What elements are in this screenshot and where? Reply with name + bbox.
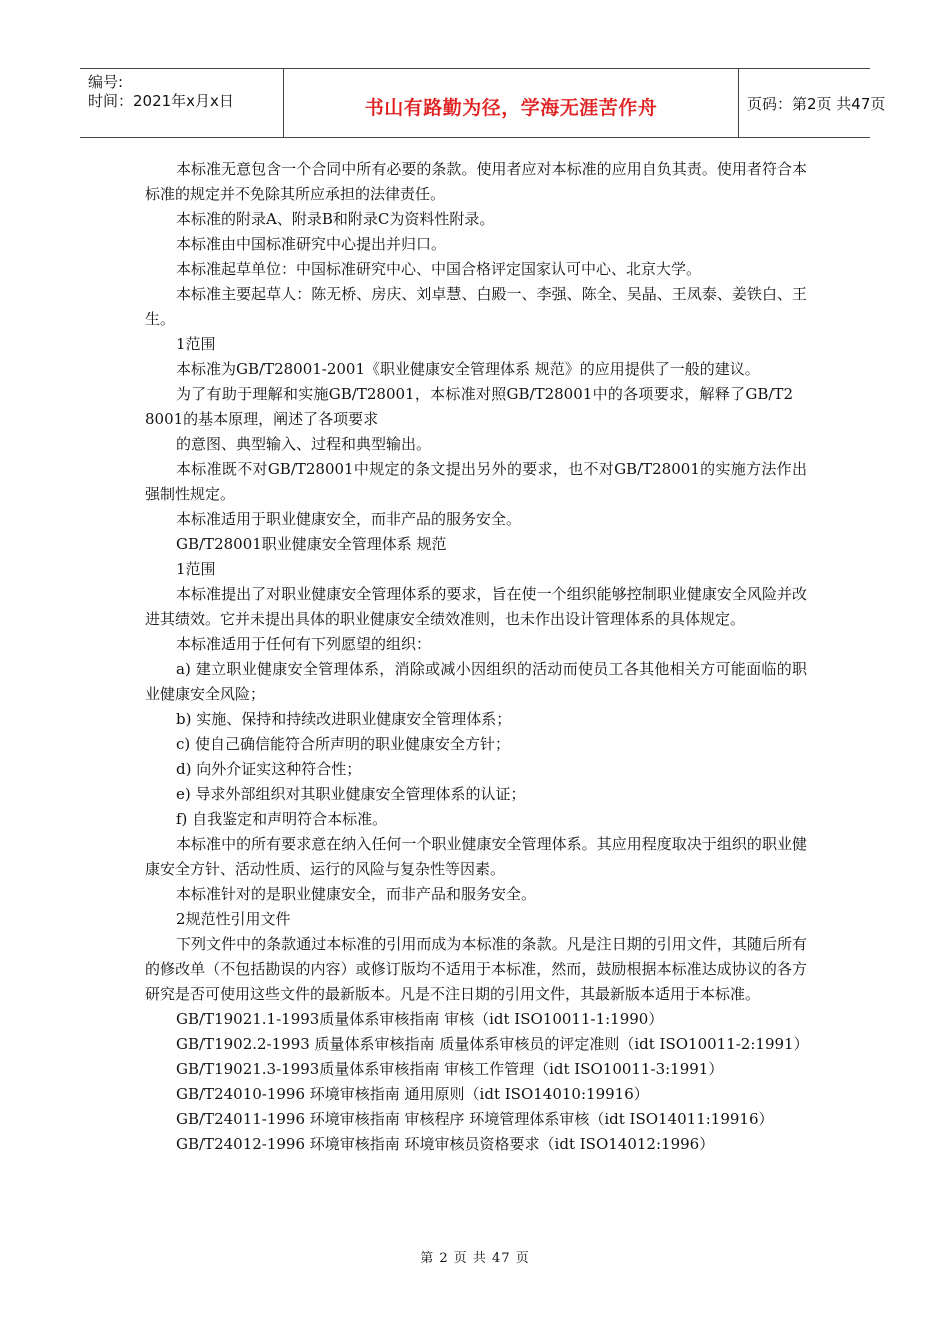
paragraph-drafters: 本标准主要起草人：陈无桥、房庆、刘卓慧、白殿一、李强、陈全、吴晶、王凤泰、姜铁白、王生。	[145, 285, 807, 328]
paragraph-scope-1: 本标准为GB/T28001-2001《职业健康安全管理体系 规范》的应用提供了一般的建议。	[176, 360, 760, 378]
header-motto: 书山有路勤为径，学海无涯苦作舟	[364, 97, 658, 119]
paragraph-scope-3: 的意图、典型输入、过程和典型输出。	[176, 435, 432, 453]
paragraph-scope-5: 本标准适用于职业健康安全，而非产品的服务安全。	[176, 510, 522, 528]
paragraph-requirements: 本标准提出了对职业健康安全管理体系的要求，旨在使一个组织能够控制职业健康安全风险并改进其绩效。它并未提出具体的职业健康安全绩效准则，也未作出设计管理体系的具体规定。	[145, 585, 807, 628]
header-page-info: 页码：第2页 共47页	[747, 95, 886, 113]
reference-item: GB/T19021.3-1993质量体系审核指南 审核工作管理（idt ISO10011-3:1991）	[176, 1060, 724, 1078]
list-item-e: e) 导求外部组织对其职业健康安全管理体系的认证；	[176, 785, 526, 803]
document-number-label: 编号:	[88, 73, 124, 91]
page-footer: 第 2 页 共 47 页	[420, 1251, 530, 1266]
paragraph-drafting-units: 本标准起草单位：中国标准研究中心、中国合格评定国家认可中心、北京大学。	[176, 260, 702, 278]
paragraph-appendix: 本标准的附录A、附录B和附录C为资料性附录。	[176, 210, 495, 228]
reference-item: GB/T24010-1996 环境审核指南 通用原则（idt ISO14010:19916）	[176, 1085, 649, 1103]
header-motto-cell	[283, 69, 739, 137]
page-header	[80, 68, 886, 138]
reference-item: GB/T19021.1-1993质量体系审核指南 审核（idt ISO10011-1:1990）	[176, 1010, 664, 1028]
paragraph-requirements-scope: 本标准中的所有要求意在纳入任何一个职业健康安全管理体系。其应用程度取决于组织的职业健康安全方针、活动性质、运行的风险与复杂性等因素。	[145, 835, 807, 878]
paragraph-scope-4: 本标准既不对GB/T28001中规定的条文提出另外的要求，也不对GB/T28001的实施方法作出强制性规定。	[145, 460, 807, 503]
standard-title: GB/T28001职业健康安全管理体系 规范	[176, 535, 447, 553]
reference-item: GB/T24011-1996 环境审核指南 审核程序 环境管理体系审核（idt ISO14011:19916）	[176, 1110, 774, 1128]
reference-item: GB/T1902.2-1993 质量体系审核指南 质量体系审核员的评定准则（idt ISO10011-2:1991）	[176, 1035, 809, 1053]
document-body	[145, 157, 807, 1157]
header-left-cell	[80, 69, 283, 137]
list-item-f: f) 自我鉴定和声明符合本标准。	[176, 810, 388, 828]
paragraph-references-intro: 下列文件中的条款通过本标准的引用而成为本标准的条款。凡是注日期的引用文件，其随后所有的修改单（不包括勘误的内容）或修订版均不适用于本标准，然而，鼓励根据本标准达成协议的各方研究是否可使用这些文件的最新版本。凡是不注日期的引用文件，其最新版本适用于本标准。	[145, 935, 807, 1003]
reference-item: GB/T24012-1996 环境审核指南 环境审核员资格要求（idt ISO14012:1996）	[176, 1135, 715, 1153]
paragraph-disclaimer: 本标准无意包含一个合同中所有必要的条款。使用者应对本标准的应用自负其责。使用者符合本标准的规定并不免除其所应承担的法律责任。	[145, 160, 807, 203]
section-heading-normative-references: 2规范性引用文件	[176, 910, 291, 928]
list-item-b: b) 实施、保持和持续改进职业健康安全管理体系；	[176, 710, 512, 728]
paragraph-applicability: 本标准适用于任何有下列愿望的组织：	[176, 635, 432, 653]
header-page-cell	[737, 69, 886, 137]
paragraph-proposer: 本标准由中国标准研究中心提出并归口。	[176, 235, 447, 253]
paragraph-scope-2: 为了有助于理解和实施GB/T28001，本标准对照GB/T28001中的各项要求，解释了GB/T28001的基本原理，阐述了各项要求	[145, 385, 793, 428]
paragraph-safety-focus: 本标准针对的是职业健康安全，而非产品和服务安全。	[176, 885, 537, 903]
document-date: 时间：2021年x月x日	[88, 92, 234, 110]
list-item-a: a) 建立职业健康安全管理体系，消除或减小因组织的活动而使员工各其他相关方可能面临的职业健康安全风险；	[145, 660, 807, 703]
section-heading-scope-2: 1范围	[176, 560, 216, 578]
list-item-d: d) 向外介证实这种符合性；	[176, 760, 362, 778]
section-heading-scope: 1范围	[176, 335, 216, 353]
list-item-c: c) 使自己确信能符合所声明的职业健康安全方针；	[176, 735, 511, 753]
